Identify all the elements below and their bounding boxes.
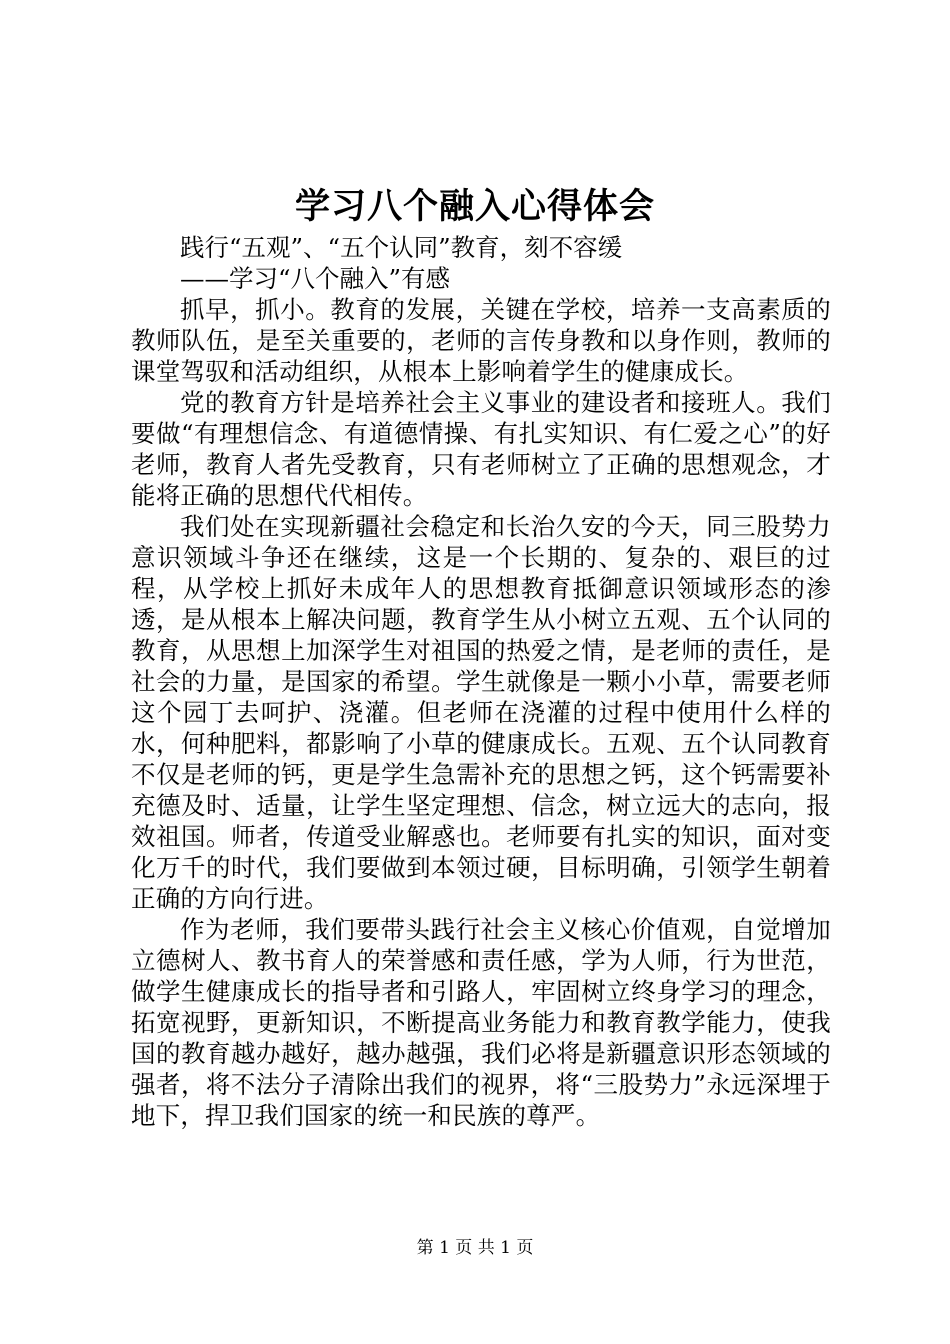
paragraph-1: 抓早，抓小。教育的发展，关键在学校，培养一支高素质的教师队伍，是至关重要的，老师的言传身教和以身作则，教师的课堂驾驭和活动组织，从根本上影响着学生的健康成长。 [131,295,831,386]
subtitle-line-1: 践行“五观”、“五个认同”教育，刻不容缓 [180,233,623,262]
page-number-footer: 第 1 页 共 1 页 [416,1238,534,1258]
paragraph-4: 作为老师，我们要带头践行社会主义核心价值观，自觉增加立德树人、教书育人的荣誉感和责任感，学为人师，行为世范，做学生健康成长的指导者和引路人，牢固树立终身学习的理念，拓宽视野，更新知识，不断提高业务能力和教育教学能力，使我国的教育越办越好，越办越强，我们必将是新疆意识形态领域的强者，将不法分子清除出我们的视界，将“三股势力”永远深埋于地下，捍卫我们国家的统一和民族的尊严。 [131,915,831,1130]
document-title: 学习八个融入心得体会 [294,187,655,227]
document-body [131,232,831,1131]
subtitle-line-2: ——学习“八个融入”有感 [180,264,451,293]
paragraph-3: 我们处在实现新疆社会稳定和长治久安的今天，同三股势力意识领域斗争还在继续，这是一个长期的、复杂的、艰巨的过程，从学校上抓好未成年人的思想教育抵御意识领域形态的渗透，是从根本上解决问题，教育学生从小树立五观、五个认同的教育，从思想上加深学生对祖国的热爱之情，是老师的责任，是社会的力量，是国家的希望。学生就像是一颗小小草，需要老师这个园丁去呵护、浇灌。但老师在浇灌的过程中使用什么样的水，何种肥料，都影响了小草的健康成长。五观、五个认同教育不仅是老师的钙，更是学生急需补充的思想之钙，这个钙需要补充德及时、适量，让学生坚定理想、信念，树立远大的志向，报效祖国。师者，传道受业解惑也。老师要有扎实的知识，面对变化万千的时代，我们要做到本领过硬，目标明确，引领学生朝着正确的方向行进。 [131,512,831,913]
paragraph-2: 党的教育方针是培养社会主义事业的建设者和接班人。我们要做“有理想信念、有道德情操、有扎实知识、有仁爱之心”的好老师，教育人者先受教育，只有老师树立了正确的思想观念，才能将正确的思想代代相传。 [131,388,831,510]
